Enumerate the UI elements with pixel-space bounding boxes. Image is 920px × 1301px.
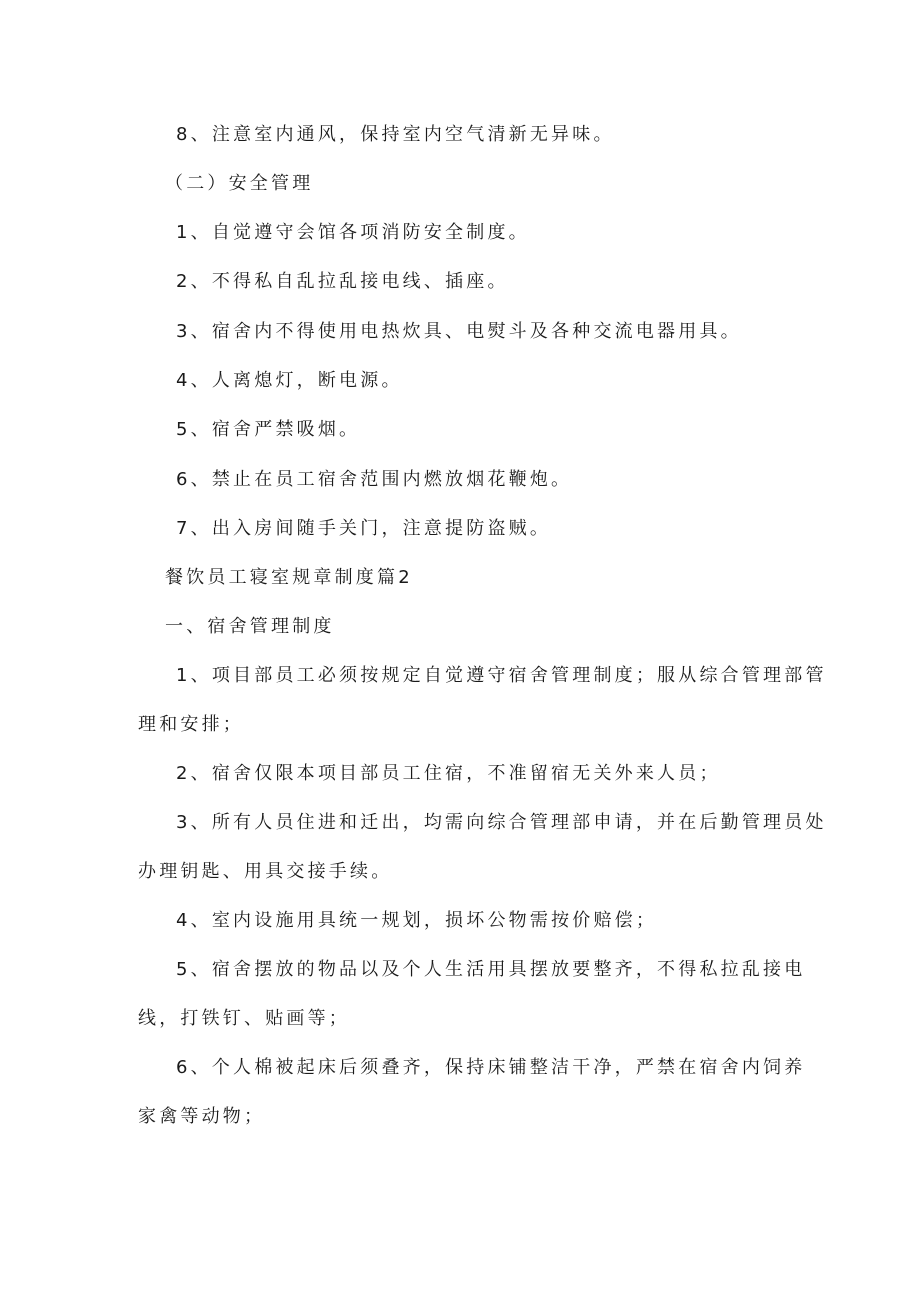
paragraph-line: 办理钥匙、用具交接手续。 bbox=[138, 861, 393, 882]
paragraph-line: 家禽等动物； bbox=[138, 1106, 266, 1127]
paragraph-line: 5、宿舍摆放的物品以及个人生活用具摆放要整齐，不得私拉乱接电 bbox=[176, 959, 806, 980]
paragraph-line: 4、人离熄灯，断电源。 bbox=[176, 370, 403, 391]
paragraph-line: 线，打铁钉、贴画等； bbox=[138, 1008, 350, 1029]
paragraph-line: 7、出入房间随手关门，注意提防盗贼。 bbox=[176, 518, 552, 539]
paragraph-line: 3、所有人员住进和迁出，均需向综合管理部申请，并在后勤管理员处 bbox=[176, 812, 827, 833]
section-heading: （二）安全管理 bbox=[165, 173, 314, 194]
paragraph-line: 3、宿舍内不得使用电热炊具、电熨斗及各种交流电器用具。 bbox=[176, 321, 742, 342]
paragraph-line: 4、室内设施用具统一规划，损坏公物需按价赔偿； bbox=[176, 910, 658, 931]
paragraph-line: 1、自觉遵守会馆各项消防安全制度。 bbox=[176, 222, 530, 243]
document-title: 餐饮员工寝室规章制度篇2 bbox=[165, 567, 413, 588]
paragraph-line: 8、注意室内通风，保持室内空气清新无异味。 bbox=[176, 124, 615, 145]
paragraph-line: 2、不得私自乱拉乱接电线、插座。 bbox=[176, 271, 509, 292]
paragraph-line: 6、个人棉被起床后须叠齐，保持床铺整洁干净，严禁在宿舍内饲养 bbox=[176, 1057, 806, 1078]
paragraph-line: 理和安排； bbox=[138, 714, 244, 735]
section-heading: 一、宿舍管理制度 bbox=[165, 616, 335, 637]
paragraph-line: 5、宿舍严禁吸烟。 bbox=[176, 419, 361, 440]
paragraph-line: 6、禁止在员工宿舍范围内燃放烟花鞭炮。 bbox=[176, 469, 573, 490]
paragraph-line: 2、宿舍仅限本项目部员工住宿，不准留宿无关外来人员； bbox=[176, 763, 721, 784]
paragraph-line: 1、项目部员工必须按规定自觉遵守宿舍管理制度；服从综合管理部管 bbox=[176, 665, 827, 686]
